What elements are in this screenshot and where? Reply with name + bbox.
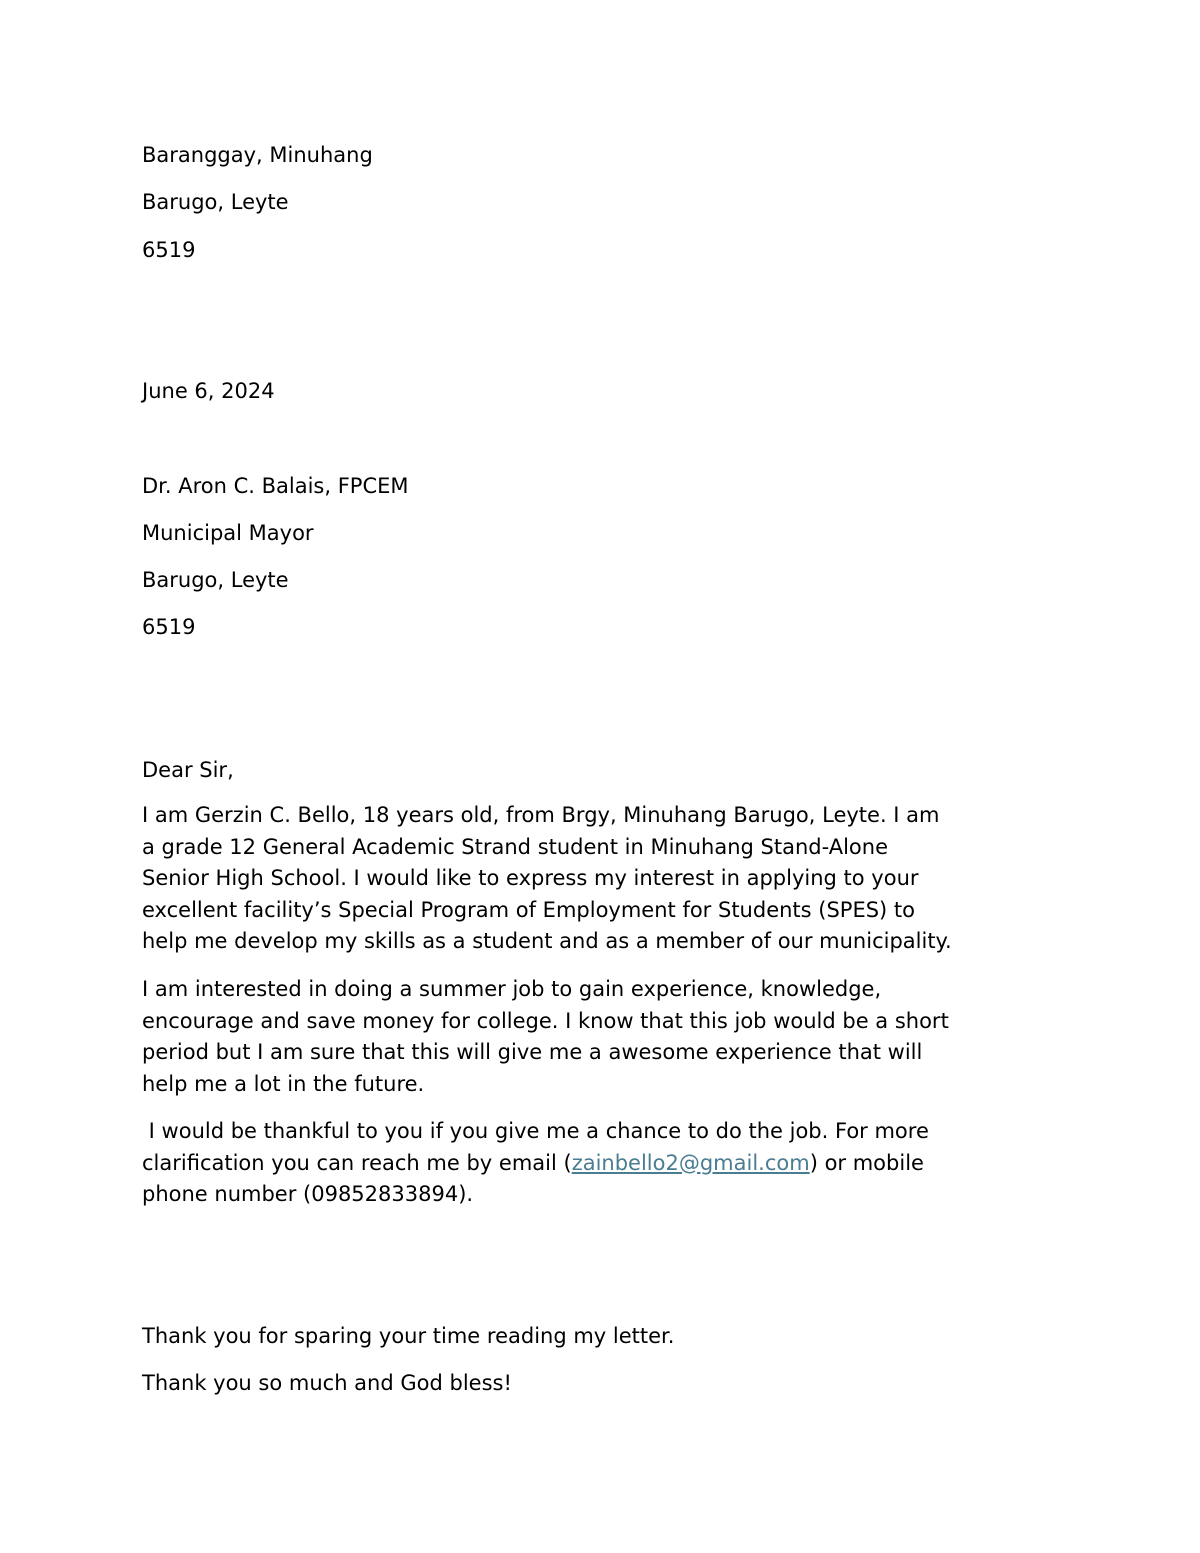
- sender-address-zip: 6519: [142, 238, 196, 262]
- closing-line-1: Thank you for sparing your time reading my letter.: [142, 1324, 675, 1348]
- recipient-zip: 6519: [142, 615, 196, 639]
- recipient-name: Dr. Aron C. Balais, FPCEM: [142, 474, 409, 498]
- body-paragraph-3-line: phone number (09852833894).: [142, 1182, 474, 1207]
- body-paragraph-2-line: I am interested in doing a summer job to gain experience, knowledge,: [142, 977, 882, 1001]
- sender-address-line-1: Baranggay, Minuhang: [142, 143, 373, 167]
- body-paragraph-2: [142, 974, 1062, 1100]
- body-paragraph-1-line: help me develop my skills as a student and as a member of our municipality.: [142, 929, 952, 954]
- body-paragraph-1-line: I am Gerzin C. Bello, 18 years old, from Brgy, Minuhang Barugo, Leyte. I am: [142, 803, 940, 827]
- contact-text-after-email: ) or mobile: [809, 1150, 924, 1175]
- body-paragraph-1-line: excellent facility’s Special Program of Employment for Students (SPES) to: [142, 897, 916, 922]
- body-paragraph-1-line: Senior High School. I would like to express my interest in applying to your: [142, 866, 919, 891]
- body-paragraph-1: [142, 800, 1062, 958]
- contact-text-before-email: clarification you can reach me by email (: [142, 1150, 572, 1175]
- recipient-title: Municipal Mayor: [142, 521, 314, 545]
- email-link[interactable]: zainbello2@gmail.com: [571, 1150, 810, 1175]
- body-paragraph-2-line: help me a lot in the future.: [142, 1071, 425, 1096]
- recipient-city: Barugo, Leyte: [142, 568, 289, 592]
- body-paragraph-2-line: encourage and save money for college. I know that this job would be a short: [142, 1008, 949, 1033]
- salutation: Dear Sir,: [142, 758, 234, 782]
- sender-address-line-2: Barugo, Leyte: [142, 190, 289, 214]
- body-paragraph-2-line: period but I am sure that this will give me a awesome experience that will: [142, 1040, 923, 1065]
- letter-date: June 6, 2024: [142, 379, 275, 403]
- closing-line-2: Thank you so much and God bless!: [142, 1371, 512, 1395]
- body-paragraph-3-line: I would be thankful to you if you give me a chance to do the job. For more: [142, 1119, 929, 1143]
- body-paragraph-1-line: a grade 12 General Academic Strand student in Minuhang Stand-Alone: [142, 834, 888, 859]
- body-paragraph-3-line: [142, 1148, 1062, 1180]
- body-paragraph-3: [142, 1116, 1062, 1211]
